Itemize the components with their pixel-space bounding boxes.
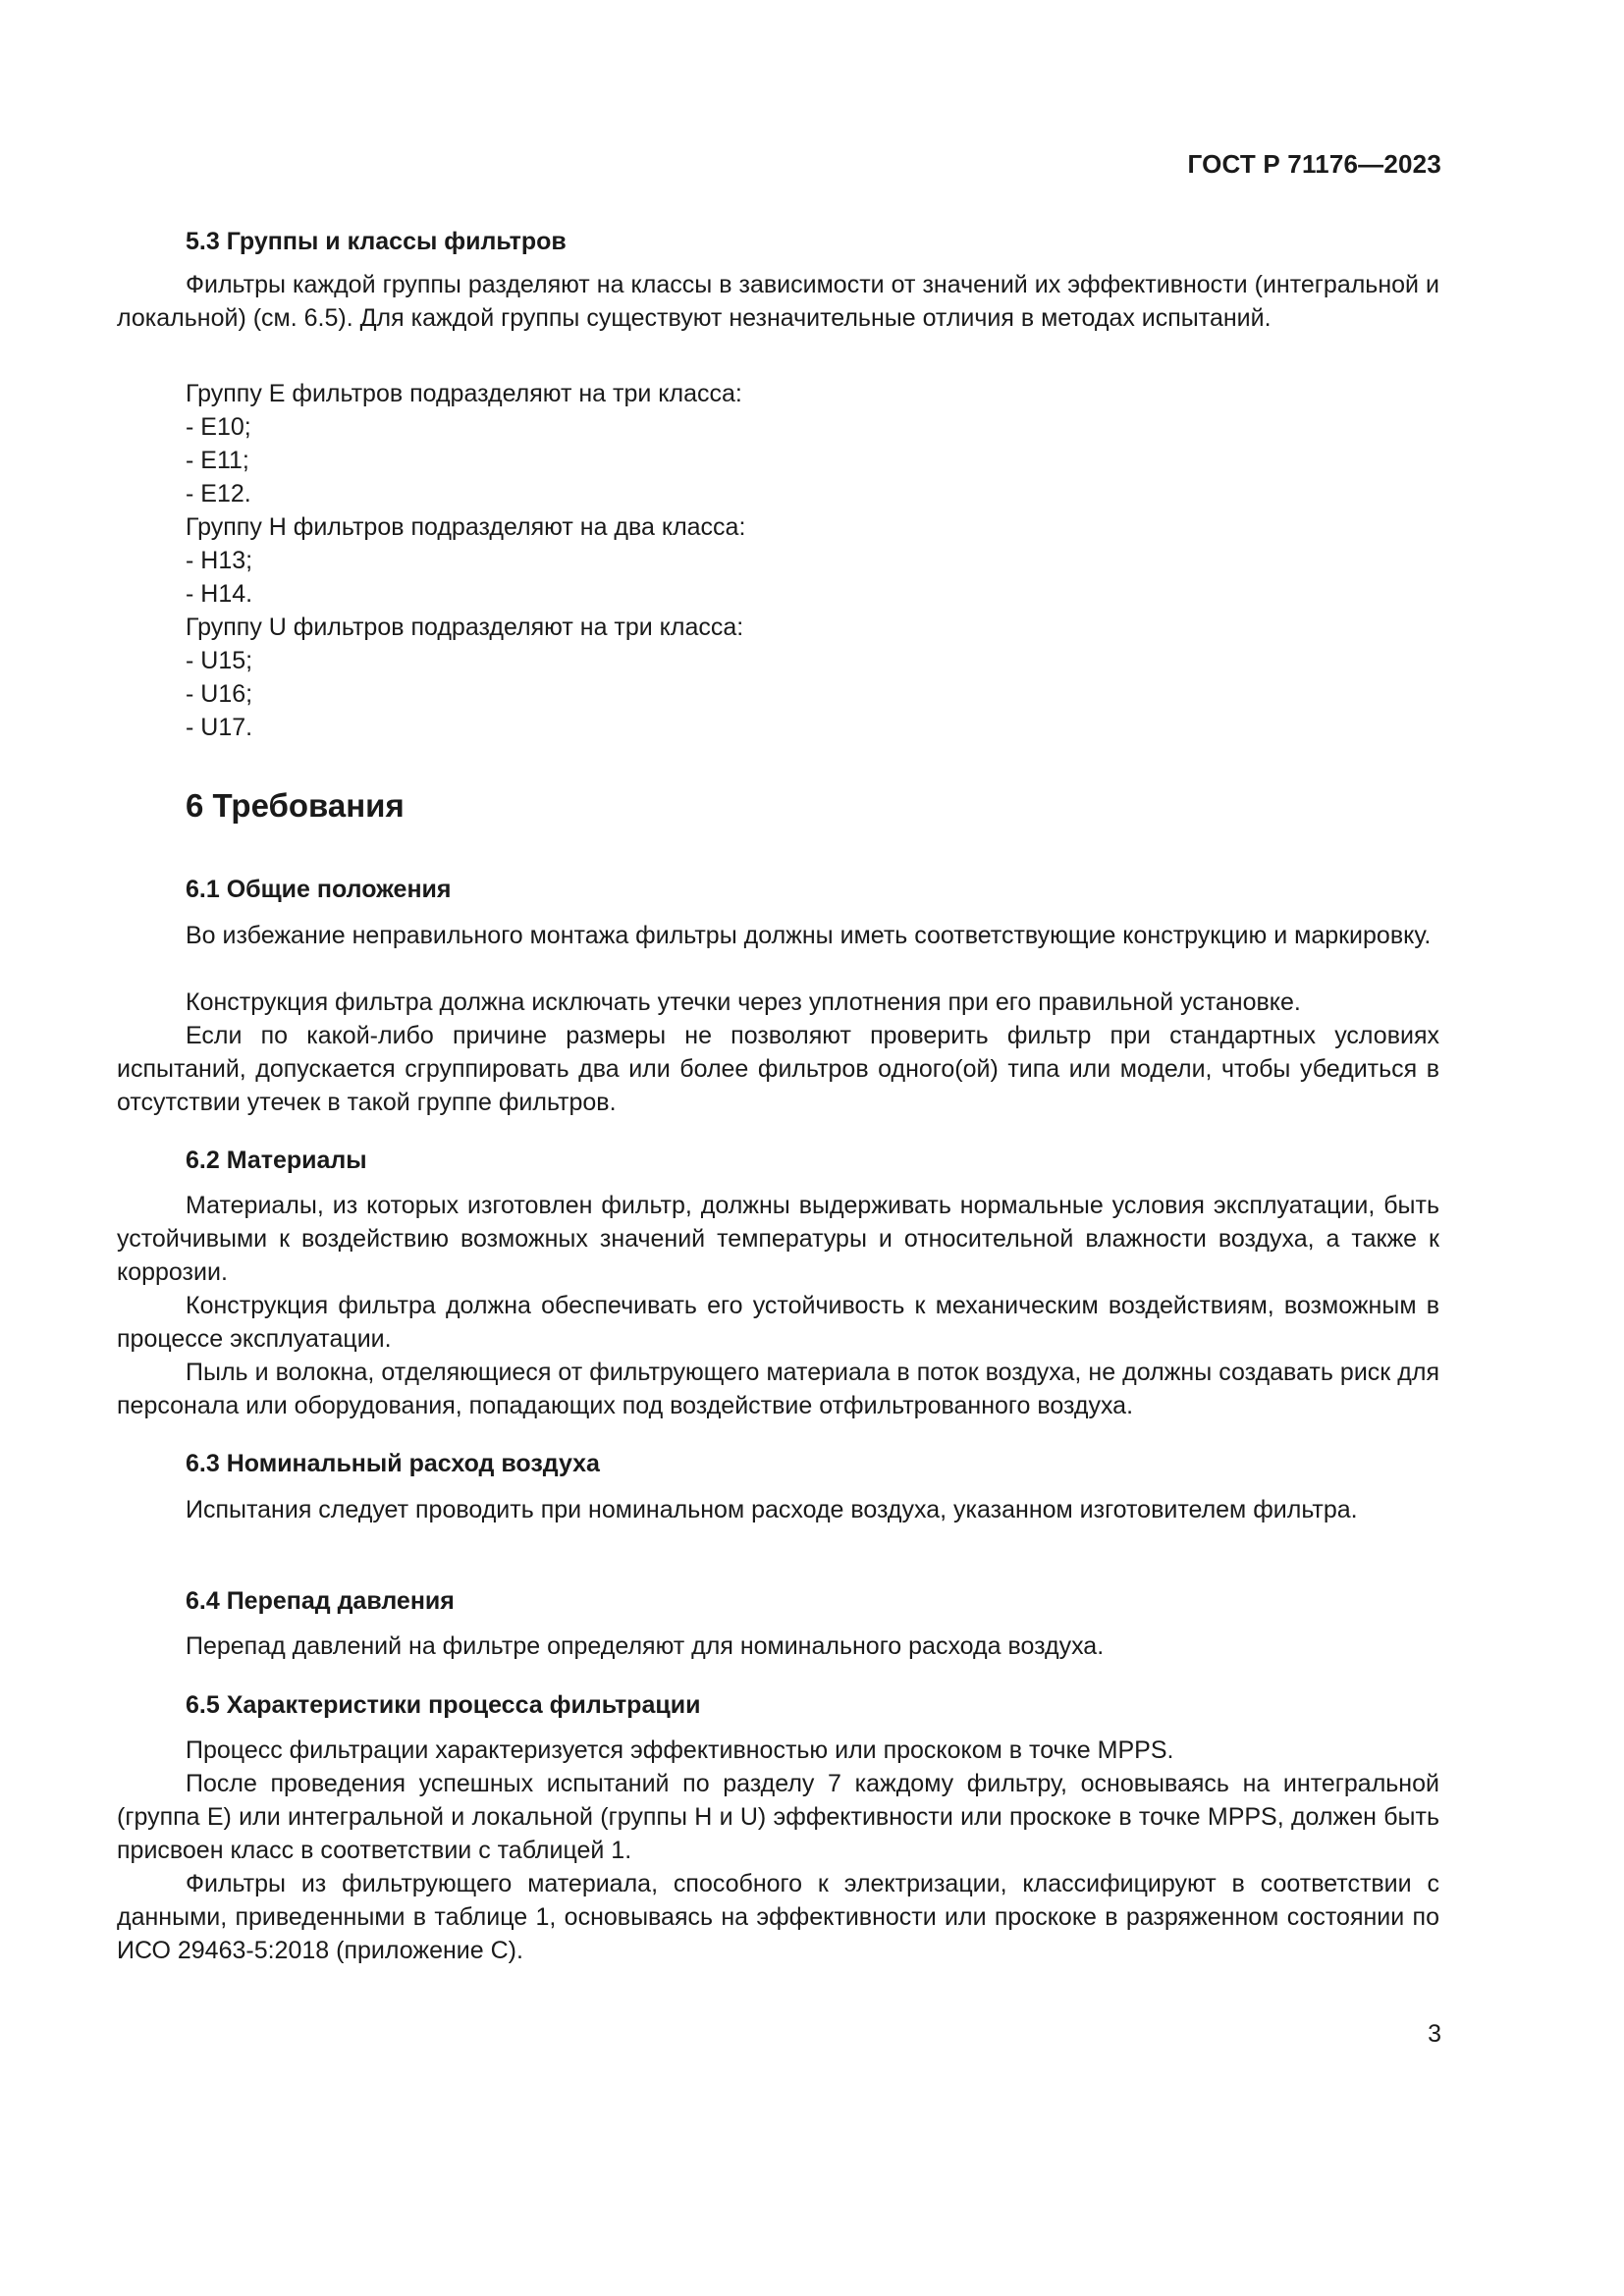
paragraph: Материалы, из которых изготовлен фильтр, должны выдерживать нормальные условия эксплуатации, быть устойчивыми к воздействию возможных значений температуры и относительной влажности воздуха, а также к коррозии. bbox=[117, 1192, 1439, 1286]
list-item: - U17. bbox=[186, 714, 253, 741]
section-5-3-heading: 5.3 Группы и классы фильтров bbox=[186, 228, 567, 255]
list-item: - U16; bbox=[186, 680, 253, 708]
paragraph: Конструкция фильтра должна обеспечивать его устойчивость к механическим воздействиям, возможным в процессе эксплуатации. bbox=[117, 1292, 1439, 1353]
paragraph: Процесс фильтрации характеризуется эффективностью или проскоком в точке MPPS. bbox=[186, 1736, 1174, 1764]
section-5-3-intro: Фильтры каждой группы разделяют на классы в зависимости от значений их эффективности (интегральной и локальной) (см. 6.5). Для каждой группы существуют незначительные отличия в методах испытаний. bbox=[117, 271, 1439, 332]
paragraph: После проведения успешных испытаний по разделу 7 каждому фильтру, основываясь на интегральной (группа Е) или интегральной и локальной (группы Н и U) эффективности или проскоке в точке MPPS, должен быть присвоен класс в соответствии с таблицей 1. bbox=[117, 1770, 1439, 1864]
paragraph: Если по какой-либо причине размеры не позволяют проверить фильтр при стандартных условиях испытаний, допускается сгруппировать два или более фильтров одного(ой) типа или модели, чтобы убедиться в отсутствии утечек в такой группе фильтров. bbox=[117, 1022, 1439, 1116]
paragraph: Фильтры из фильтрующего материала, способного к электризации, классифицируют в соответствии с данными, приведенными в таблице 1, основываясь на эффективности или проскоке в разряженном состоянии по ИСО 29463-5:2018 (приложение С). bbox=[117, 1870, 1439, 1964]
list-item: - U15; bbox=[186, 647, 253, 674]
paragraph: Перепад давлений на фильтре определяют для номинального расхода воздуха. bbox=[186, 1632, 1105, 1660]
list-item: - Н14. bbox=[186, 580, 253, 608]
group-e-label: Группу Е фильтров подразделяют на три класса: bbox=[186, 380, 742, 407]
paragraph: Испытания следует проводить при номинальном расходе воздуха, указанном изготовителем фильтра. bbox=[186, 1496, 1358, 1523]
section-6-1-heading: 6.1 Общие положения bbox=[186, 876, 452, 903]
paragraph: Пыль и волокна, отделяющиеся от фильтрующего материала в поток воздуха, не должны создавать риск для персонала или оборудования, попадающих под воздействие отфильтрованного воздуха. bbox=[117, 1359, 1439, 1419]
page-number: 3 bbox=[1428, 2020, 1441, 2048]
list-item: - Н13; bbox=[186, 547, 253, 574]
section-6-5-heading: 6.5 Характеристики процесса фильтрации bbox=[186, 1691, 701, 1719]
list-item: - Е11; bbox=[186, 447, 249, 474]
section-6-2-heading: 6.2 Материалы bbox=[186, 1147, 367, 1174]
group-u-label: Группу U фильтров подразделяют на три класса: bbox=[186, 614, 744, 641]
section-6-heading: 6 Требования bbox=[186, 787, 405, 824]
paragraph: Во избежание неправильного монтажа фильтры должны иметь соответствующие конструкцию и маркировку. bbox=[186, 922, 1432, 949]
group-h-label: Группу Н фильтров подразделяют на два класса: bbox=[186, 513, 746, 541]
section-6-4-heading: 6.4 Перепад давления bbox=[186, 1587, 455, 1615]
list-item: - Е10; bbox=[186, 413, 251, 441]
document-id-header: ГОСТ Р 71176—2023 bbox=[1187, 149, 1441, 179]
section-6-3-heading: 6.3 Номинальный расход воздуха bbox=[186, 1450, 600, 1477]
paragraph: Конструкция фильтра должна исключать утечки через уплотнения при его правильной установке. bbox=[186, 988, 1301, 1016]
list-item: - Е12. bbox=[186, 480, 251, 507]
